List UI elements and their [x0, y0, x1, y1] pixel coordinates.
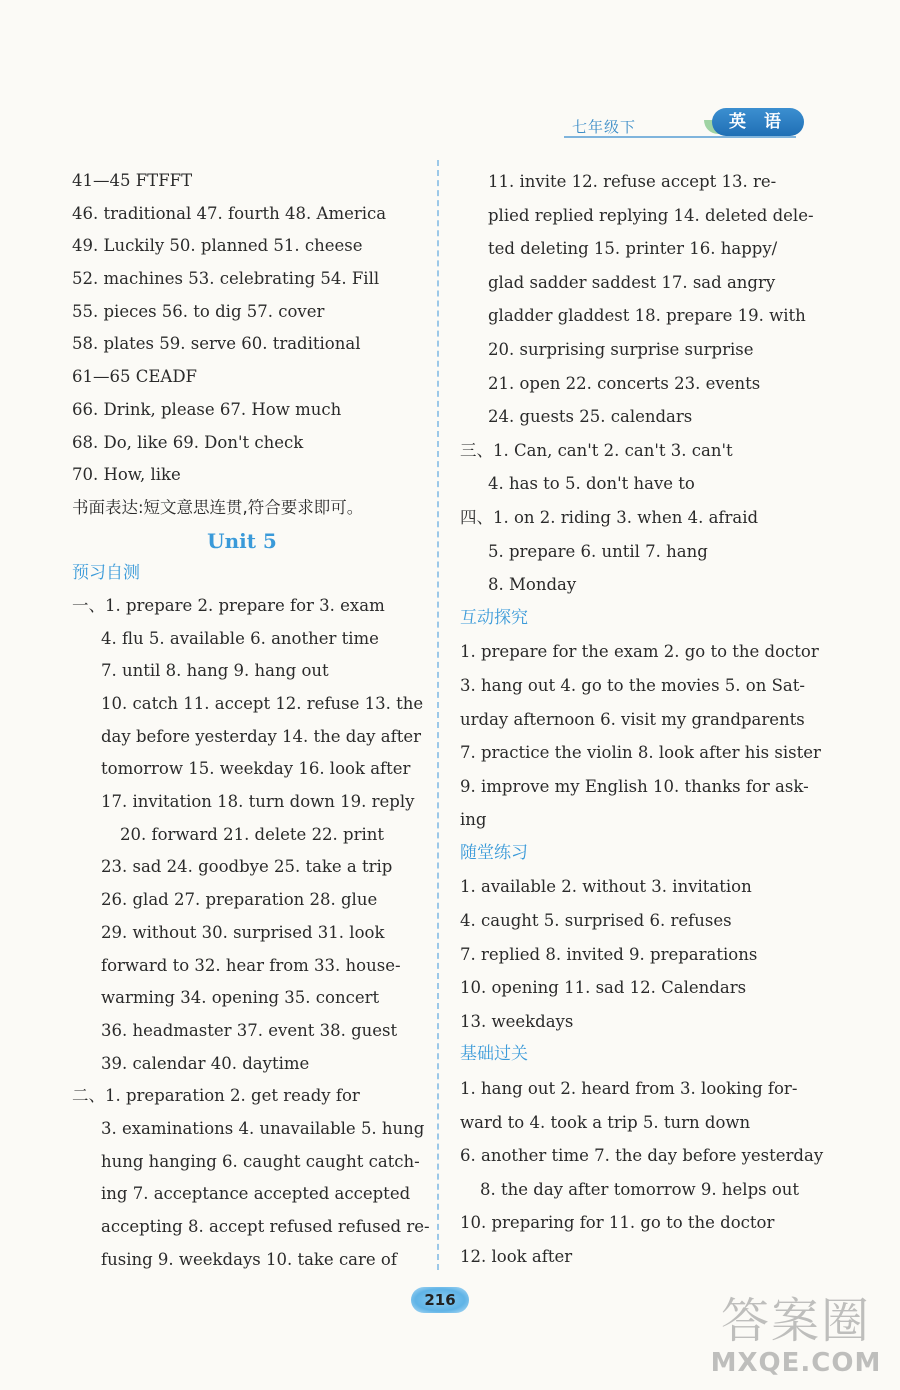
answer-line: 10. catch 11. accept 12. refuse 13. the	[101, 694, 424, 713]
answer-line: 4. has to 5. don't have to	[488, 474, 695, 494]
answer-line: 23. sad 24. goodbye 25. take a trip	[101, 857, 393, 877]
answer-line: 26. glad 27. preparation 28. glue	[101, 890, 378, 910]
answer-line: 41—45 FTFFT	[72, 171, 193, 190]
answer-line: day before yesterday 14. the day after	[101, 726, 421, 746]
answer-line: ing	[460, 810, 487, 830]
answer-line: 4. caught 5. surprised 6. refuses	[460, 911, 732, 931]
answer-line: 1. prepare for the exam 2. go to the doctor	[460, 642, 819, 662]
answer-line: ing 7. acceptance accepted accepted	[101, 1184, 411, 1204]
answer-line: 61—65 CEADF	[72, 367, 197, 387]
right-column	[460, 165, 824, 1274]
left-column	[72, 165, 430, 1276]
answer-line: plied replied replying 14. deleted dele-	[488, 205, 814, 225]
answer-line: 7. practice the violin 8. look after his sister	[460, 743, 821, 763]
section-heading: 预习自测	[72, 563, 140, 584]
answer-line: 二、1. preparation 2. get ready for	[72, 1086, 360, 1106]
answer-line: 7. replied 8. invited 9. preparations	[460, 944, 758, 964]
page-header	[564, 108, 804, 138]
answer-line: 5. prepare 6. until 7. hang	[488, 541, 708, 561]
answer-line: 49. Luckily 50. planned 51. cheese	[72, 236, 363, 256]
answer-line: 8. Monday	[488, 575, 577, 595]
answer-line: 39. calendar 40. daytime	[101, 1053, 310, 1073]
answer-line: 52. machines 53. celebrating 54. Fill	[72, 269, 380, 289]
answer-line: 13. weekdays	[460, 1011, 574, 1031]
section-heading: 互动探究	[460, 607, 528, 628]
answer-line: 3. hang out 4. go to the movies 5. on Sat-	[460, 675, 805, 695]
answer-line: hung hanging 6. caught caught catch-	[101, 1151, 420, 1171]
answer-line: 58. plates 59. serve 60. traditional	[72, 334, 361, 354]
answer-line: 1. available 2. without 3. invitation	[460, 877, 752, 897]
answer-line: 24. guests 25. calendars	[488, 407, 693, 427]
answer-line: tomorrow 15. weekday 16. look after	[101, 759, 411, 779]
answer-line: gladder gladdest 18. prepare 19. with	[488, 306, 806, 326]
answer-line: ward to 4. took a trip 5. turn down	[460, 1112, 751, 1132]
answer-line: 70. How, like	[72, 465, 181, 485]
answer-line: 四、1. on 2. riding 3. when 4. afraid	[460, 507, 759, 527]
answer-line: 20. forward 21. delete 22. print	[120, 824, 385, 844]
answer-line: 4. flu 5. available 6. another time	[101, 628, 379, 648]
answer-line: 9. improve my English 10. thanks for ask-	[460, 776, 809, 796]
answer-line: urday afternoon 6. visit my grandparents	[460, 709, 805, 729]
answer-line: 11. invite 12. refuse accept 13. re-	[488, 172, 777, 191]
answer-line: 1. hang out 2. heard from 3. looking for-	[460, 1079, 798, 1099]
answer-line: 10. preparing for 11. go to the doctor	[460, 1213, 775, 1233]
answer-line: 3. examinations 4. unavailable 5. hung	[101, 1118, 425, 1138]
unit-title: Unit 5	[207, 528, 277, 553]
answer-line: 10. opening 11. sad 12. Calendars	[460, 978, 747, 998]
watermark	[706, 1294, 886, 1378]
writing-note: 书面表达:短文意思连贯,符合要求即可。	[72, 497, 364, 517]
page-number: 216	[411, 1287, 469, 1313]
answer-line: fusing 9. weekdays 10. take care of	[101, 1249, 397, 1269]
subject-badge: 英 语	[712, 108, 804, 136]
answer-line: forward to 32. hear from 33. house-	[101, 955, 401, 975]
answer-line: warming 34. opening 35. concert	[101, 988, 380, 1008]
answer-line: 8. the day after tomorrow 9. helps out	[480, 1179, 800, 1199]
watermark-logo-text: 答案圈	[720, 1293, 871, 1349]
section-heading: 随堂练习	[460, 842, 528, 863]
answer-line: 36. headmaster 37. event 38. guest	[101, 1020, 398, 1040]
answer-line: 21. open 22. concerts 23. events	[488, 373, 761, 393]
answer-line: 三、1. Can, can't 2. can't 3. can't	[460, 440, 733, 460]
answer-line: 20. surprising surprise surprise	[488, 339, 754, 359]
answer-line: 46. traditional 47. fourth 48. America	[72, 203, 387, 223]
section-heading: 基础过关	[460, 1044, 528, 1065]
answer-line: 55. pieces 56. to dig 57. cover	[72, 301, 325, 321]
watermark-url: MXQE.COM	[710, 1348, 882, 1378]
answer-line: 6. another time 7. the day before yesterday	[460, 1146, 824, 1166]
answer-line: 29. without 30. surprised 31. look	[101, 922, 385, 942]
answer-line: 7. until 8. hang 9. hang out	[101, 661, 329, 681]
column-divider	[437, 160, 439, 1270]
answer-line: accepting 8. accept refused refused re-	[101, 1217, 430, 1236]
answer-line: 68. Do, like 69. Don't check	[72, 432, 304, 452]
answer-line: 17. invitation 18. turn down 19. reply	[101, 792, 415, 812]
answer-line: 66. Drink, please 67. How much	[72, 399, 342, 419]
header-rule	[564, 136, 796, 138]
answer-line: 一、1. prepare 2. prepare for 3. exam	[72, 595, 385, 615]
answer-line: ted deleting 15. printer 16. happy/	[488, 239, 778, 259]
answer-line: glad sadder saddest 17. sad angry	[488, 272, 776, 292]
grade-label: 七年级下	[572, 118, 637, 136]
answer-line: 12. look after	[460, 1247, 573, 1266]
